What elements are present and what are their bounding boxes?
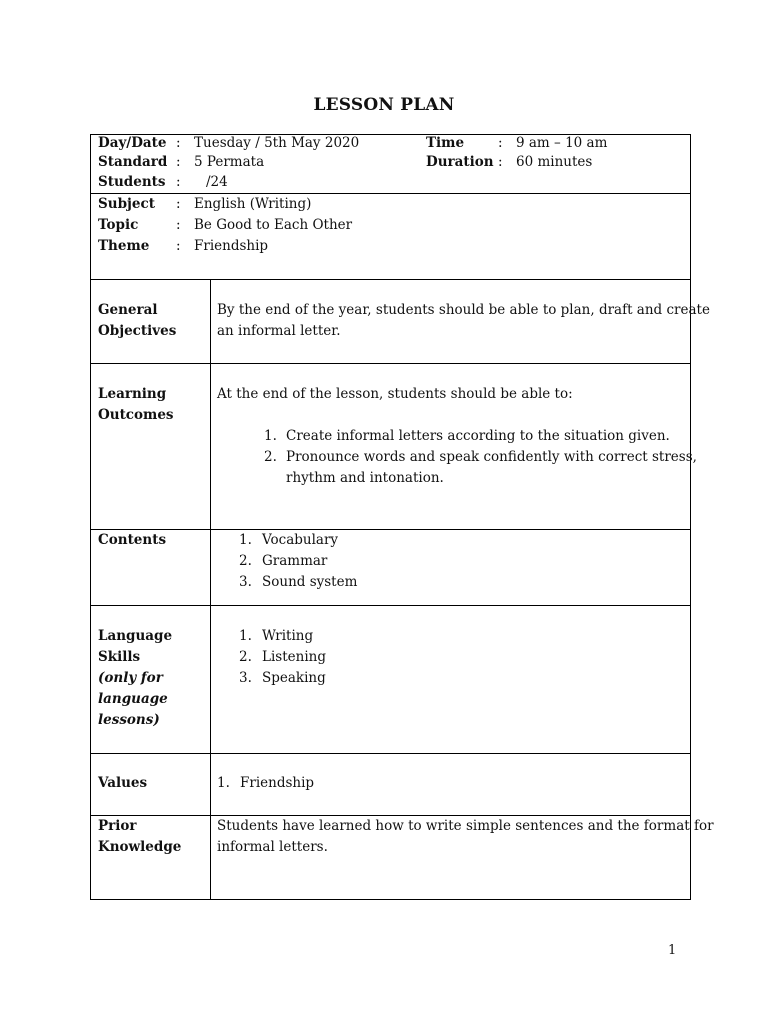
language-skills-row: [91, 605, 690, 753]
prior-knowledge-text: Students have learned how to write simple sentences and the format for: [217, 818, 714, 834]
subject-label: Subject: [98, 196, 155, 212]
list-number: 1.: [239, 532, 252, 548]
general-objectives-text: an informal letter.: [217, 323, 341, 339]
learning-outcomes-label: Outcomes: [98, 407, 174, 423]
prior-knowledge-label: Prior: [98, 818, 137, 834]
separator: :: [176, 135, 181, 151]
lesson-plan-table: [90, 134, 714, 900]
theme-value: Friendship: [194, 238, 269, 254]
language-skills-note: language: [98, 691, 168, 707]
general-objectives-label: General: [98, 302, 158, 318]
list-number: 1.: [239, 628, 252, 644]
language-skills-note: lessons): [98, 712, 160, 728]
topic-label: Topic: [98, 217, 139, 233]
prior-knowledge-text: informal letters.: [217, 839, 328, 855]
general-objectives-text: By the end of the year, students should be able to plan, draft and create: [217, 302, 710, 318]
prior-knowledge-row: [91, 815, 714, 899]
language-skills-label: Skills: [98, 649, 141, 665]
list-number: 3.: [239, 574, 252, 590]
contents-label: Contents: [98, 532, 167, 548]
duration-label: Duration: [426, 154, 494, 170]
standard-value: 5 Permata: [194, 154, 265, 170]
separator: :: [176, 174, 181, 190]
day-date-label: Day/Date: [98, 135, 167, 151]
prior-knowledge-label: Knowledge: [98, 839, 182, 855]
list-item: Pronounce words and speak confidently with correct stress,: [286, 449, 697, 465]
page-title: LESSON PLAN: [313, 95, 455, 115]
list-number: 1.: [217, 775, 230, 791]
language-skills-note: (only for: [98, 670, 163, 686]
list-item: Listening: [262, 649, 326, 665]
learning-outcomes-row: [91, 363, 697, 529]
separator: :: [176, 217, 181, 233]
list-item: Vocabulary: [262, 532, 339, 548]
general-objectives-row: [91, 279, 710, 363]
language-skills-label: Language: [98, 628, 173, 644]
separator: :: [176, 196, 181, 212]
subject-value: English (Writing): [194, 196, 312, 212]
separator: :: [498, 135, 503, 151]
learning-outcomes-intro: At the end of the lesson, students should be able to:: [217, 386, 573, 402]
page-number: 1: [668, 943, 677, 958]
header-row-subject: [91, 193, 690, 279]
time-value: 9 am – 10 am: [516, 135, 608, 151]
values-label: Values: [98, 775, 148, 791]
students-label: Students: [98, 174, 166, 190]
topic-value: Be Good to Each Other: [194, 217, 353, 233]
list-number: 1.: [264, 428, 277, 444]
list-item: rhythm and intonation.: [286, 470, 444, 486]
list-item: Writing: [262, 628, 314, 644]
general-objectives-label: Objectives: [98, 323, 177, 339]
separator: :: [176, 154, 181, 170]
list-number: 2.: [239, 553, 252, 569]
separator: :: [498, 154, 503, 170]
list-item: Grammar: [262, 553, 328, 569]
time-label: Time: [426, 135, 465, 151]
learning-outcomes-label: Learning: [98, 386, 167, 402]
header-row-schedule: [91, 135, 690, 193]
theme-label: Theme: [98, 238, 150, 254]
list-number: 2.: [264, 449, 277, 465]
duration-value: 60 minutes: [516, 154, 593, 170]
list-item: Sound system: [262, 574, 358, 590]
list-item: Create informal letters according to the situation given.: [286, 428, 670, 444]
day-date-value: Tuesday / 5th May 2020: [194, 135, 360, 151]
list-number: 3.: [239, 670, 252, 686]
separator: :: [176, 238, 181, 254]
contents-row: [91, 529, 690, 605]
list-item: Friendship: [240, 775, 315, 791]
students-value: /24: [206, 174, 228, 190]
list-item: Speaking: [262, 670, 326, 686]
list-number: 2.: [239, 649, 252, 665]
values-row: [91, 753, 690, 815]
standard-label: Standard: [98, 154, 168, 170]
